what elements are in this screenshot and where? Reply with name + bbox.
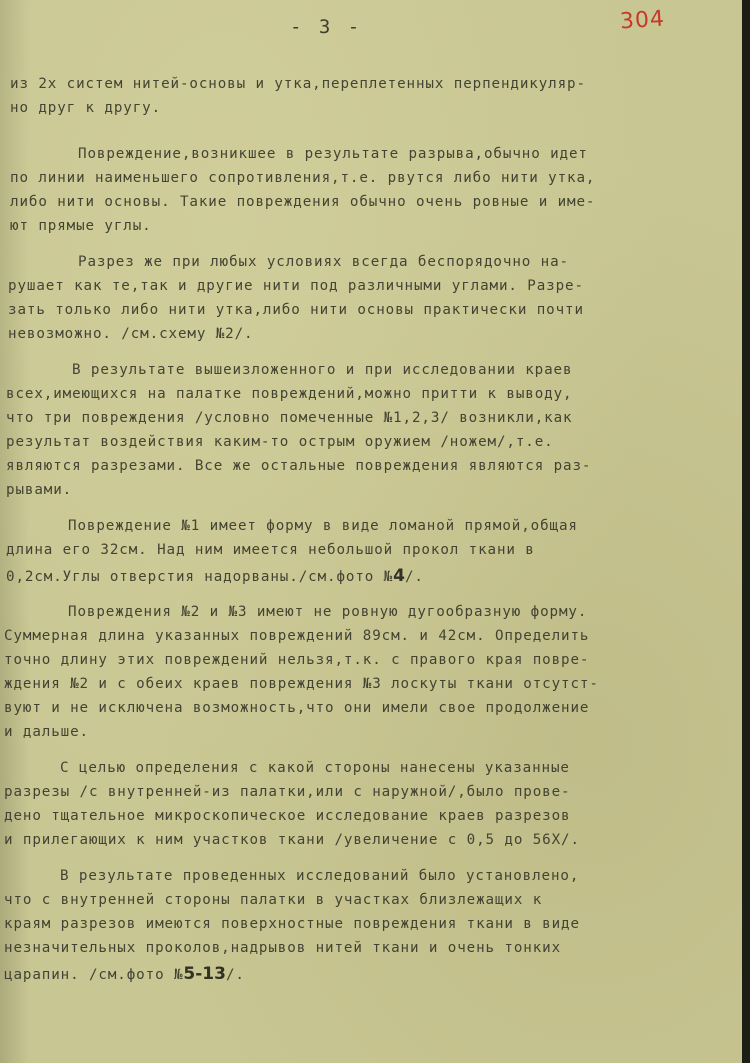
text-line: рушает как те,так и другие нити под различными углами. Разре-: [8, 278, 584, 294]
scan-edge: [742, 0, 750, 1063]
text-line: либо нити основы. Такие повреждения обычно очень ровные и име-: [10, 194, 596, 210]
text-line-segment: 0,2см.Углы отверстия надорваны./см.фото №: [6, 569, 394, 585]
text-line: разрезы /с внутренней-из палатки,или с наружной/,было прове-: [4, 784, 571, 800]
text-line: всех,имеющихся на палатке повреждений,можно притти к выводу,: [6, 386, 573, 402]
text-line: точно длину этих повреждений нельзя,т.к. с правого края повре-: [4, 652, 590, 668]
text-line: и прилегающих к ним участков ткани /увеличение с 0,5 до 56Х/.: [4, 832, 580, 848]
text-line: Повреждения №2 и №3 имеют не ровную дугообразную форму.: [68, 604, 588, 620]
text-line: по линии наименьшего сопротивления,т.е. рвутся либо нити утка,: [10, 170, 596, 186]
text-line: длина его 32см. Над ним имеется небольшой прокол ткани в: [6, 542, 535, 558]
text-line: Повреждение №1 имеет форму в виде ломаной прямой,общая: [68, 518, 578, 534]
text-line: дено тщательное микроскопическое исследование краев разрезов: [4, 808, 571, 824]
text-line: из 2х систем нитей-основы и утка,переплетенных перпендикуляр-: [10, 76, 586, 92]
archive-number-handwritten: 304: [619, 6, 666, 35]
page-number: - 3 -: [290, 16, 363, 38]
text-line: краям разрезов имеются поверхностные повреждения ткани в виде: [4, 916, 580, 932]
text-line: [4, 964, 245, 984]
text-line: что три повреждения /условно помеченные №1,2,3/ возникли,как: [6, 410, 573, 426]
text-line: Разрез же при любых условиях всегда беспорядочно на-: [78, 254, 569, 270]
text-line: [6, 566, 424, 586]
text-line: что с внутренней стороны палатки в участках близлежащих к: [4, 892, 543, 908]
handwritten-photo-number: 4: [393, 566, 405, 586]
text-line-tail: /.: [225, 967, 245, 983]
text-line: вуют и не исключена возможность,что они имели свое продолжение: [4, 700, 590, 716]
text-line: зать только либо нити утка,либо нити основы практически почти: [8, 302, 584, 318]
text-line-tail: /.: [404, 569, 424, 585]
text-line: рывами.: [6, 482, 73, 498]
text-line: В результате вышеизложенного и при исследовании краев: [72, 362, 573, 378]
text-line: и дальше.: [4, 724, 89, 740]
text-line: незначительных проколов,надрывов нитей ткани и очень тонких: [4, 940, 562, 956]
text-line: являются разрезами. Все же остальные повреждения являются раз-: [6, 458, 592, 474]
handwritten-photo-range: 5-13: [183, 964, 226, 984]
text-line-segment: царапин. /см.фото №: [4, 967, 184, 983]
text-line: ждения №2 и с обеих краев повреждения №3 лоскуты ткани отсутст-: [4, 676, 599, 692]
text-line: С целью определения с какой стороны нанесены указанные: [60, 760, 570, 776]
text-line: Суммерная длина указанных повреждений 89см. и 42см. Определить: [4, 628, 590, 644]
text-line: ют прямые углы.: [10, 218, 152, 234]
text-line: В результате проведенных исследований было установлено,: [60, 868, 580, 884]
text-line: результат воздействия каким-то острым оружием /ножем/,т.е.: [6, 434, 554, 450]
text-line: Повреждение,возникшее в результате разрыва,обычно идет: [78, 146, 588, 162]
text-line: но друг к другу.: [10, 100, 162, 116]
text-line: невозможно. /см.схему №2/.: [8, 326, 254, 342]
